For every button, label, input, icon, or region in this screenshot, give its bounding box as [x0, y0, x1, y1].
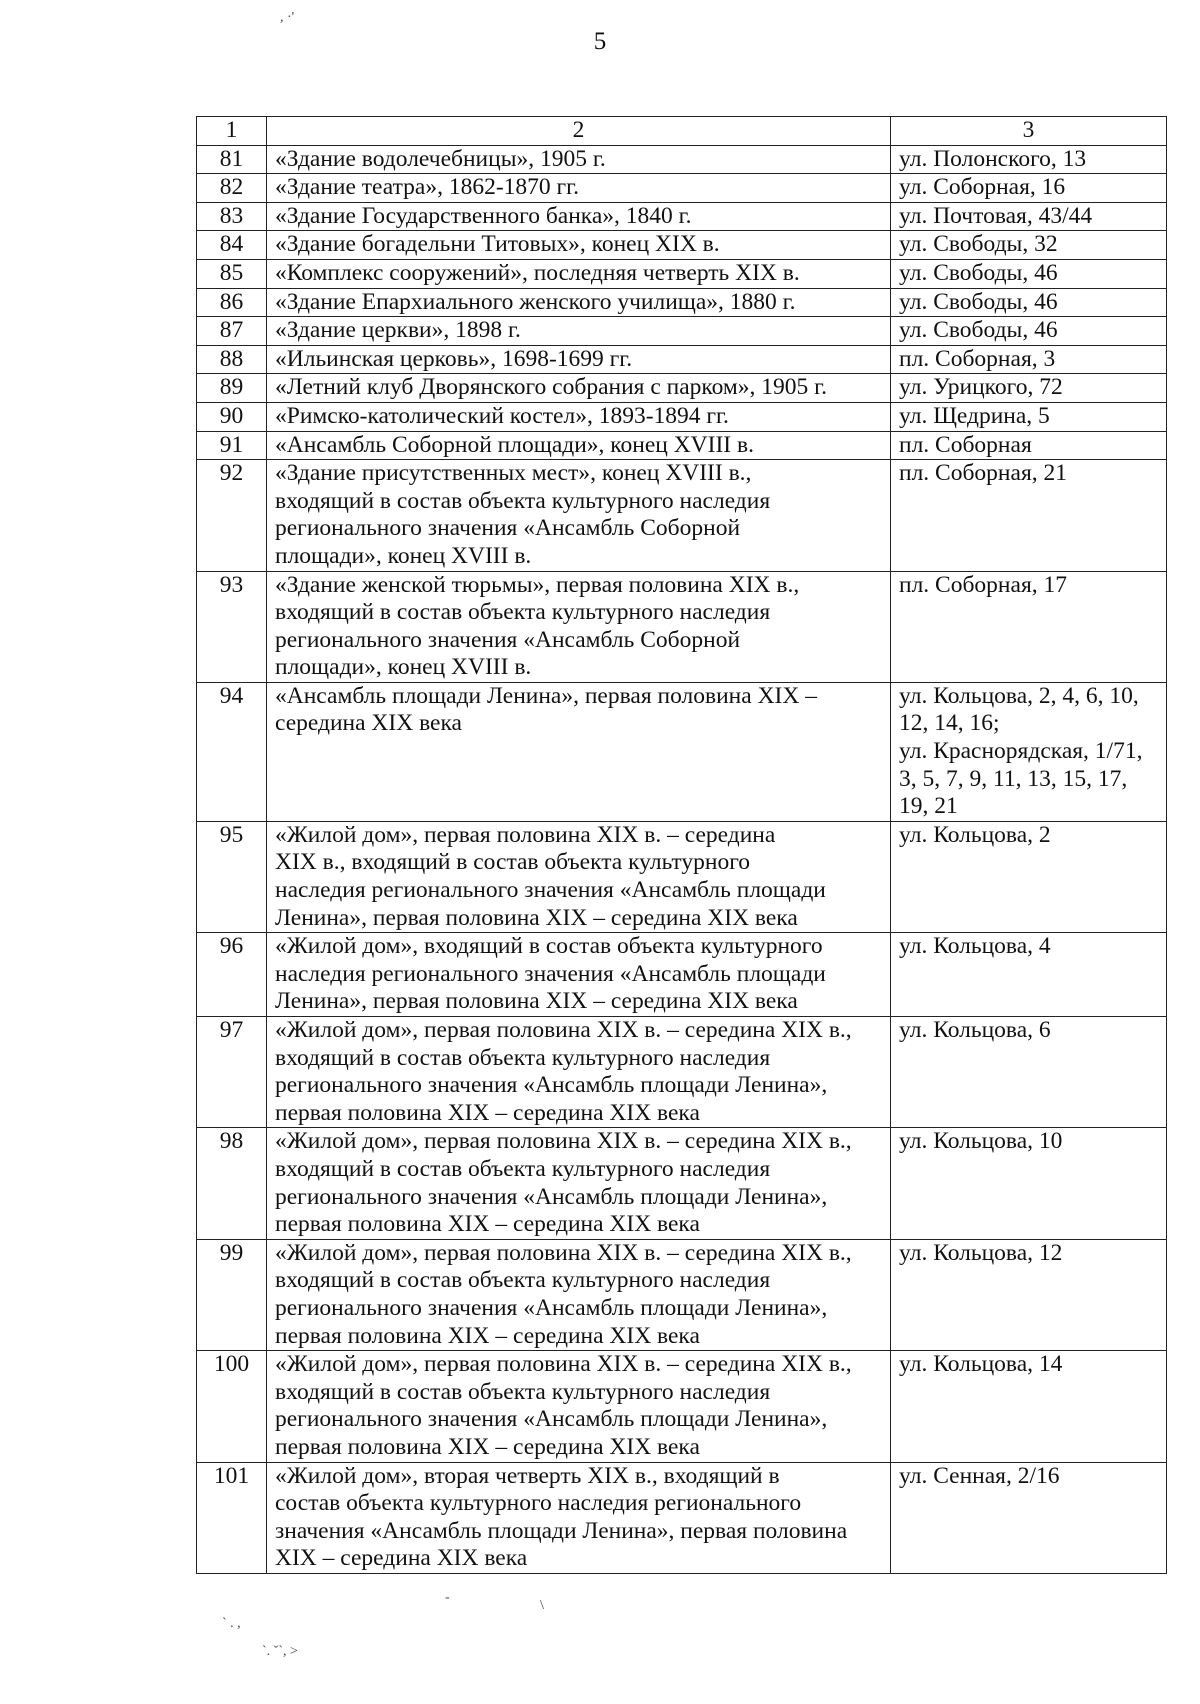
object-name: «Летний клуб Дворянского собрания с парком», 1905 г.: [267, 374, 891, 403]
object-address: пл. Соборная: [891, 431, 1167, 460]
scan-speck: `. ˇ`, >: [262, 1644, 298, 1659]
table-row: [197, 288, 1167, 317]
object-name: «Ильинская церковь», 1698-1699 гг.: [267, 345, 891, 374]
row-number: 88: [197, 345, 267, 374]
object-address: ул. Полонского, 13: [891, 145, 1167, 174]
row-number: 84: [197, 231, 267, 260]
scan-speck: ` . ,: [222, 1616, 241, 1631]
row-number: 99: [197, 1239, 267, 1350]
scan-speck: \: [540, 1598, 544, 1613]
table-row: [197, 1462, 1167, 1573]
object-address: ул. Свободы, 32: [891, 231, 1167, 260]
object-name: «Жилой дом», вторая четверть XIX в., входящий в состав объекта культурного наследия регионального значения «Ансамбль площади Ленина», первая половина XIX – середина XIX века: [267, 1462, 891, 1573]
table-row: [197, 1351, 1167, 1462]
row-number: 98: [197, 1128, 267, 1239]
object-name: «Жилой дом», первая половина XIX в. – середина XIX в., входящий в состав объекта культурного наследия регионального значения «Ансамбль площади Ленина», первая половина XIX – середина XIX века: [267, 821, 891, 932]
header-row: [197, 117, 1167, 146]
row-number: 94: [197, 682, 267, 821]
object-name: «Здание театра», 1862-1870 гг.: [267, 174, 891, 203]
object-address: пл. Соборная, 3: [891, 345, 1167, 374]
row-number: 90: [197, 402, 267, 431]
row-number: 93: [197, 571, 267, 682]
object-address: ул. Щедрина, 5: [891, 402, 1167, 431]
page-number: 5: [593, 28, 607, 55]
object-name: «Римско-католический костел», 1893-1894 гг.: [267, 402, 891, 431]
object-name: «Жилой дом», первая половина XIX в. – середина XIX в., входящий в состав объекта культурного наследия регионального значения «Ансамбль площади Ленина», первая половина XIX – середина XIX века: [267, 1128, 891, 1239]
row-number: 96: [197, 933, 267, 1017]
table-row: [197, 374, 1167, 403]
row-number: 81: [197, 145, 267, 174]
object-address: ул. Свободы, 46: [891, 288, 1167, 317]
heritage-registry-table: [196, 116, 1167, 1574]
header-col-3: 3: [891, 117, 1167, 146]
table-row: [197, 1017, 1167, 1128]
object-address: ул. Кольцова, 2, 4, 6, 10, 12, 14, 16; ул. Краснорядская, 1/71, 3, 5, 7, 9, 11, 13, 15, 17, 19, 21: [891, 682, 1167, 821]
row-number: 86: [197, 288, 267, 317]
scan-speck: , ·': [280, 10, 295, 25]
table-body: [197, 145, 1167, 1573]
table-row: [197, 571, 1167, 682]
table-row: [197, 202, 1167, 231]
row-number: 100: [197, 1351, 267, 1462]
object-name: «Здание присутственных мест», конец XVIII в., входящий в состав объекта культурного наследия регионального значения «Ансамбль Соборной площади», конец XVIII в.: [267, 460, 891, 571]
table-row: [197, 317, 1167, 346]
row-number: 92: [197, 460, 267, 571]
row-number: 85: [197, 259, 267, 288]
object-address: ул. Кольцова, 6: [891, 1017, 1167, 1128]
object-name: «Здание женской тюрьмы», первая половина XIX в., входящий в состав объекта культурного наследия регионального значения «Ансамбль Соборной площади», конец XVIII в.: [267, 571, 891, 682]
table-header: [197, 117, 1167, 146]
table-row: [197, 145, 1167, 174]
table-row: [197, 460, 1167, 571]
object-address: ул. Урицкого, 72: [891, 374, 1167, 403]
object-name: «Жилой дом», первая половина XIX в. – середина XIX в., входящий в состав объекта культурного наследия регионального значения «Ансамбль площади Ленина», первая половина XIX – середина XIX века: [267, 1239, 891, 1350]
object-address: ул. Кольцова, 10: [891, 1128, 1167, 1239]
header-col-1: 1: [197, 117, 267, 146]
object-address: ул. Кольцова, 14: [891, 1351, 1167, 1462]
row-number: 89: [197, 374, 267, 403]
table-row: [197, 1239, 1167, 1350]
object-name: «Здание Государственного банка», 1840 г.: [267, 202, 891, 231]
object-address: ул. Свободы, 46: [891, 317, 1167, 346]
object-name: «Жилой дом», первая половина XIX в. – середина XIX в., входящий в состав объекта культурного наследия регионального значения «Ансамбль площади Ленина», первая половина XIX – середина XIX века: [267, 1351, 891, 1462]
object-name: «Жилой дом», первая половина XIX в. – середина XIX в., входящий в состав объекта культурного наследия регионального значения «Ансамбль площади Ленина», первая половина XIX – середина XIX века: [267, 1017, 891, 1128]
header-col-2: 2: [267, 117, 891, 146]
object-address: пл. Соборная, 21: [891, 460, 1167, 571]
table-row: [197, 1128, 1167, 1239]
scan-speck: -: [445, 1590, 450, 1605]
object-name: «Ансамбль Соборной площади», конец XVIII в.: [267, 431, 891, 460]
object-address: ул. Сенная, 2/16: [891, 1462, 1167, 1573]
row-number: 83: [197, 202, 267, 231]
table-row: [197, 345, 1167, 374]
table-row: [197, 174, 1167, 203]
object-name: «Здание Епархиального женского училища», 1880 г.: [267, 288, 891, 317]
object-address: ул. Кольцова, 12: [891, 1239, 1167, 1350]
object-address: пл. Соборная, 17: [891, 571, 1167, 682]
object-address: ул. Соборная, 16: [891, 174, 1167, 203]
table-row: [197, 231, 1167, 260]
object-name: «Жилой дом», входящий в состав объекта культурного наследия регионального значения «Ансамбль площади Ленина», первая половина XIX – середина XIX века: [267, 933, 891, 1017]
table-row: [197, 933, 1167, 1017]
object-name: «Ансамбль площади Ленина», первая половина XIX – середина XIX века: [267, 682, 891, 821]
table-row: [197, 821, 1167, 932]
object-name: «Здание богадельни Титовых», конец XIX в.: [267, 231, 891, 260]
row-number: 97: [197, 1017, 267, 1128]
object-address: ул. Свободы, 46: [891, 259, 1167, 288]
row-number: 91: [197, 431, 267, 460]
table-row: [197, 682, 1167, 821]
object-name: «Комплекс сооружений», последняя четверть XIX в.: [267, 259, 891, 288]
row-number: 95: [197, 821, 267, 932]
row-number: 87: [197, 317, 267, 346]
table-row: [197, 431, 1167, 460]
object-name: «Здание водолечебницы», 1905 г.: [267, 145, 891, 174]
object-address: ул. Кольцова, 4: [891, 933, 1167, 1017]
object-name: «Здание церкви», 1898 г.: [267, 317, 891, 346]
object-address: ул. Кольцова, 2: [891, 821, 1167, 932]
table-row: [197, 402, 1167, 431]
row-number: 82: [197, 174, 267, 203]
table-row: [197, 259, 1167, 288]
object-address: ул. Почтовая, 43/44: [891, 202, 1167, 231]
row-number: 101: [197, 1462, 267, 1573]
